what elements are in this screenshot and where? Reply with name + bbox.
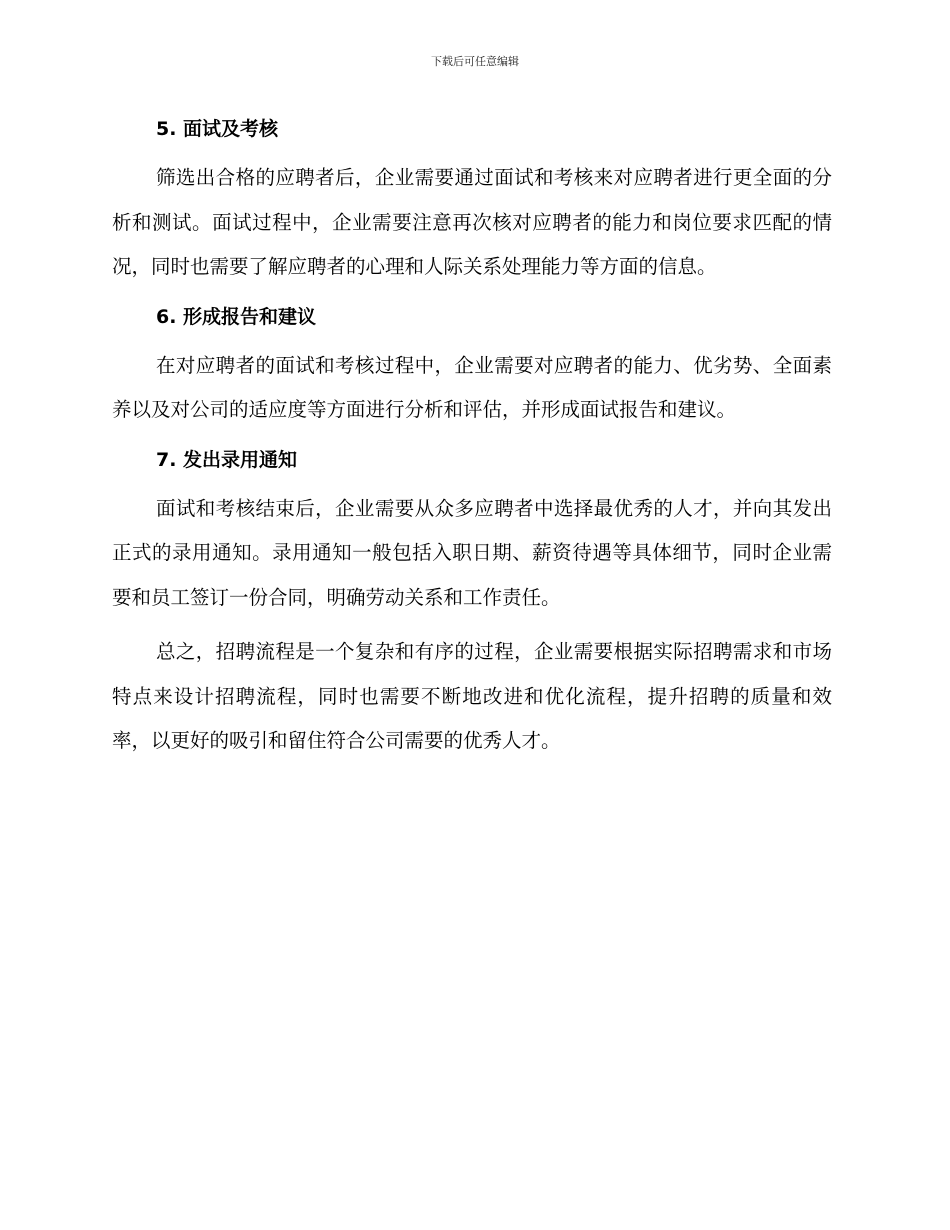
- document-body: [112, 112, 832, 774]
- section-heading-6: 6. 形成报告和建议: [156, 305, 317, 328]
- page-header: 下载后可任意编辑: [431, 55, 519, 68]
- section-paragraph-7: 面试和考核结束后，企业需要从众多应聘者中选择最优秀的人才，并向其发出正式的录用通知。录用通知一般包括入职日期、薪资待遇等具体细节，同时企业需要和员工签订一份合同，明确劳动关系和工作责任。: [112, 496, 832, 609]
- section-paragraph-5: 筛选出合格的应聘者后，企业需要通过面试和考核来对应聘者进行更全面的分析和测试。面试过程中，企业需要注意再次核对应聘者的能力和岗位要求匹配的情况，同时也需要了解应聘者的心理和人际关系处理能力等方面的信息。: [112, 166, 832, 278]
- section-heading-5: 5. 面试及考核: [156, 118, 279, 140]
- section-heading-7: 7. 发出录用通知: [156, 448, 298, 471]
- section-paragraph-6: 在对应聘者的面试和考核过程中，企业需要对应聘者的能力、优劣势、全面素养以及对公司的适应度等方面进行分析和评估，并形成面试报告和建议。: [112, 353, 832, 421]
- conclusion-paragraph: 总之，招聘流程是一个复杂和有序的过程，企业需要根据实际招聘需求和市场特点来设计招聘流程，同时也需要不断地改进和优化流程，提升招聘的质量和效率，以更好的吸引和留住符合公司需要的优秀人才。: [112, 640, 832, 752]
